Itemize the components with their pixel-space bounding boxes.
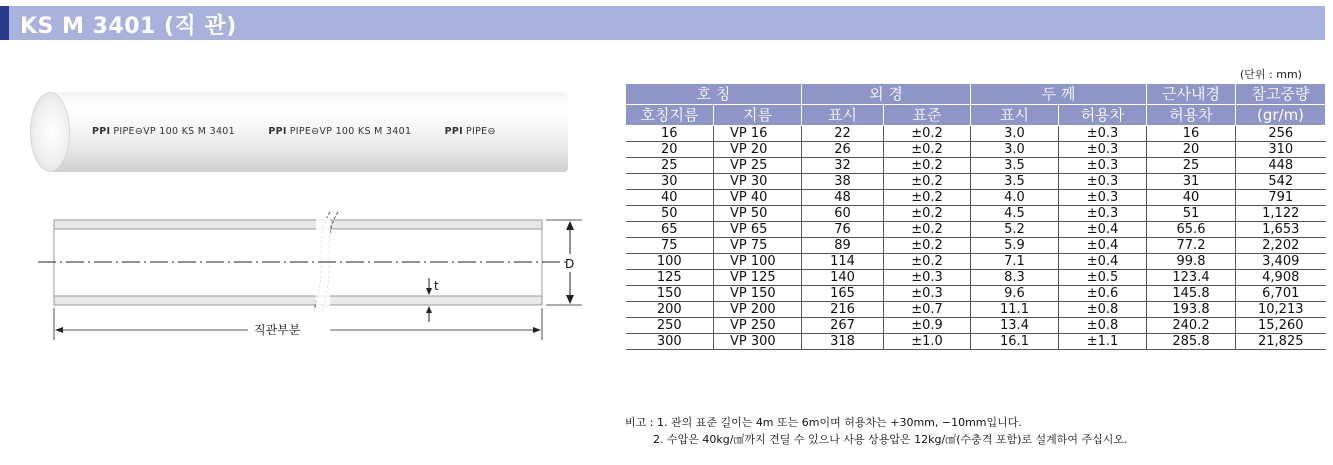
cell-nominal-size: 300: [626, 334, 714, 350]
cell-inner: 25: [1147, 158, 1236, 174]
cell-nominal-size: 20: [626, 142, 714, 158]
cell-weight: 310: [1236, 142, 1326, 158]
header-outer-diameter: 외 경: [802, 84, 971, 105]
table-row: [626, 238, 1326, 254]
cell-inner: 65.6: [1147, 222, 1236, 238]
cell-od-standard: ±0.7: [884, 302, 971, 318]
cell-t-tolerance: ±0.4: [1059, 254, 1147, 270]
table-row: [626, 142, 1326, 158]
cell-t-display: 3.5: [971, 158, 1059, 174]
table-row: [626, 286, 1326, 302]
cell-weight: 448: [1236, 158, 1326, 174]
cell-weight: 21,825: [1236, 334, 1326, 350]
header-approx-inner: 근사내경: [1147, 84, 1236, 105]
pipe-marking-spec: VP 100 KS M 3401: [319, 126, 412, 137]
cell-weight: 256: [1236, 126, 1326, 142]
cell-size: VP 20: [714, 142, 802, 158]
cell-od-display: 32: [802, 158, 884, 174]
cell-t-tolerance: ±0.3: [1059, 158, 1147, 174]
cell-inner: 285.8: [1147, 334, 1236, 350]
cell-t-display: 4.0: [971, 190, 1059, 206]
cell-inner: 20: [1147, 142, 1236, 158]
cell-od-display: 76: [802, 222, 884, 238]
pipe-illustration: [30, 88, 570, 178]
cell-inner: 240.2: [1147, 318, 1236, 334]
header-t-display: 표시: [971, 105, 1059, 126]
cell-size: VP 250: [714, 318, 802, 334]
header-od-display: 표시: [802, 105, 884, 126]
header-ref-weight: 참고중량: [1236, 84, 1326, 105]
table-row: [626, 302, 1326, 318]
pipe-marking-word: PIPE: [289, 126, 312, 137]
cell-t-tolerance: ±0.4: [1059, 238, 1147, 254]
table-row: [626, 334, 1326, 350]
cell-nominal-size: 200: [626, 302, 714, 318]
cell-size: VP 200: [714, 302, 802, 318]
cell-nominal-size: 125: [626, 270, 714, 286]
table-row: [626, 270, 1326, 286]
cell-od-display: 318: [802, 334, 884, 350]
table-row: [626, 222, 1326, 238]
cell-od-display: 140: [802, 270, 884, 286]
note-1: 비고 : 1. 관의 표준 길이는 4m 또는 6m이며 허용차는 +30mm, −10mm입니다.: [625, 416, 1022, 429]
thickness-label: t: [434, 279, 439, 293]
pipe-marking-word: PIPE: [466, 126, 488, 137]
pipe-brand: PPI: [92, 126, 111, 137]
cell-od-display: 267: [802, 318, 884, 334]
pipe-bottom-wall: [54, 296, 542, 305]
cell-od-standard: ±1.0: [884, 334, 971, 350]
cell-nominal-size: 250: [626, 318, 714, 334]
cell-od-standard: ±0.2: [884, 238, 971, 254]
cell-nominal-size: 50: [626, 206, 714, 222]
unit-note: (단위 : mm): [1240, 68, 1302, 81]
cell-od-standard: ±0.2: [884, 126, 971, 142]
cell-od-standard: ±0.9: [884, 318, 971, 334]
cell-t-display: 11.1: [971, 302, 1059, 318]
cell-t-tolerance: ±0.3: [1059, 142, 1147, 158]
pipe-logo-icon: ⊖: [311, 126, 320, 137]
note-2: 2. 수압은 40kg/㎠까지 견딜 수 있으나 사용 상용압은 12kg/㎠(수충격 포함)로 설계하여 주십시오.: [653, 433, 1128, 446]
cell-weight: 1,653: [1236, 222, 1326, 238]
cell-weight: 791: [1236, 190, 1326, 206]
cell-t-tolerance: ±0.8: [1059, 318, 1147, 334]
cell-t-tolerance: ±0.3: [1059, 126, 1147, 142]
cell-t-tolerance: ±0.3: [1059, 190, 1147, 206]
pipe-end: [30, 92, 70, 172]
cell-nominal-size: 65: [626, 222, 714, 238]
cell-t-display: 3.0: [971, 142, 1059, 158]
cell-weight: 3,409: [1236, 254, 1326, 270]
cell-inner: 51: [1147, 206, 1236, 222]
cell-nominal-size: 150: [626, 286, 714, 302]
cell-od-standard: ±0.2: [884, 206, 971, 222]
table-subheader-row: [626, 105, 1326, 126]
title-accent: [0, 6, 9, 40]
cell-t-tolerance: ±0.8: [1059, 302, 1147, 318]
cell-size: VP 30: [714, 174, 802, 190]
pipe-brand: PPI: [444, 126, 463, 137]
cell-nominal-size: 75: [626, 238, 714, 254]
cell-size: VP 75: [714, 238, 802, 254]
cell-t-display: 13.4: [971, 318, 1059, 334]
cell-weight: 2,202: [1236, 238, 1326, 254]
cell-t-display: 7.1: [971, 254, 1059, 270]
pipe-marking-word: PIPE: [113, 126, 135, 137]
cell-od-display: 216: [802, 302, 884, 318]
cell-od-display: 89: [802, 238, 884, 254]
cell-od-display: 114: [802, 254, 884, 270]
cell-inner: 123.4: [1147, 270, 1236, 286]
cell-od-display: 60: [802, 206, 884, 222]
cell-t-tolerance: ±0.3: [1059, 206, 1147, 222]
cell-inner: 145.8: [1147, 286, 1236, 302]
cell-size: VP 125: [714, 270, 802, 286]
cell-size: VP 16: [714, 126, 802, 142]
cell-size: VP 25: [714, 158, 802, 174]
table-row: [626, 174, 1326, 190]
pipe-marking: [92, 126, 526, 137]
header-nominal-size: 호칭지름: [626, 105, 714, 126]
cell-inner: 40: [1147, 190, 1236, 206]
cell-od-standard: ±0.2: [884, 174, 971, 190]
pipe-brand: PPI: [268, 126, 287, 137]
notes: [625, 414, 1128, 448]
cell-od-display: 38: [802, 174, 884, 190]
pipe-top-wall: [54, 220, 542, 229]
cell-size: VP 100: [714, 254, 802, 270]
cell-inner: 193.8: [1147, 302, 1236, 318]
header-nominal: 호 칭: [626, 84, 802, 105]
table-row: [626, 126, 1326, 142]
cell-nominal-size: 100: [626, 254, 714, 270]
table-row: [626, 254, 1326, 270]
cell-t-display: 9.6: [971, 286, 1059, 302]
cell-od-standard: ±0.2: [884, 158, 971, 174]
cell-weight: 15,260: [1236, 318, 1326, 334]
cell-t-display: 5.9: [971, 238, 1059, 254]
pipe-section-diagram: [30, 200, 590, 350]
cell-weight: 4,908: [1236, 270, 1326, 286]
header-inner-tolerance: 허용차: [1147, 105, 1236, 126]
cell-od-display: 165: [802, 286, 884, 302]
table-row: [626, 206, 1326, 222]
diameter-label: D: [565, 257, 575, 271]
cell-t-display: 3.0: [971, 126, 1059, 142]
cell-size: VP 300: [714, 334, 802, 350]
table-row: [626, 318, 1326, 334]
header-od-standard: 표준: [884, 105, 971, 126]
cell-inner: 31: [1147, 174, 1236, 190]
cell-size: VP 65: [714, 222, 802, 238]
length-label: 직관부분: [254, 323, 301, 337]
header-thickness: 두 께: [971, 84, 1147, 105]
header-weight-unit: (gr/m): [1236, 105, 1326, 126]
table-row: [626, 190, 1326, 206]
cell-t-tolerance: ±0.4: [1059, 222, 1147, 238]
cell-od-display: 22: [802, 126, 884, 142]
header-t-tolerance: 허용차: [1059, 105, 1147, 126]
pipe-logo-icon: ⊖: [134, 126, 144, 137]
cell-od-standard: ±0.2: [884, 254, 971, 270]
cell-nominal-size: 30: [626, 174, 714, 190]
cell-weight: 542: [1236, 174, 1326, 190]
cell-size: VP 50: [714, 206, 802, 222]
spec-table: [625, 83, 1326, 350]
cell-inner: 99.8: [1147, 254, 1236, 270]
cell-t-display: 3.5: [971, 174, 1059, 190]
cell-t-display: 4.5: [971, 206, 1059, 222]
cell-inner: 16: [1147, 126, 1236, 142]
cell-weight: 10,213: [1236, 302, 1326, 318]
cell-od-display: 26: [802, 142, 884, 158]
cell-od-display: 48: [802, 190, 884, 206]
page-title: KS M 3401 (직 관): [20, 14, 237, 39]
cell-od-standard: ±0.2: [884, 142, 971, 158]
spec-table-body: [626, 126, 1326, 350]
cell-od-standard: ±0.2: [884, 222, 971, 238]
cell-weight: 6,701: [1236, 286, 1326, 302]
cell-nominal-size: 40: [626, 190, 714, 206]
cell-t-tolerance: ±0.5: [1059, 270, 1147, 286]
pipe-logo-icon: ⊖: [487, 126, 496, 137]
cell-nominal-size: 25: [626, 158, 714, 174]
cell-size: VP 150: [714, 286, 802, 302]
cell-t-tolerance: ±0.6: [1059, 286, 1147, 302]
table-row: [626, 158, 1326, 174]
cell-size: VP 40: [714, 190, 802, 206]
cell-t-tolerance: ±0.3: [1059, 174, 1147, 190]
cell-t-display: 5.2: [971, 222, 1059, 238]
cell-nominal-size: 16: [626, 126, 714, 142]
cell-t-display: 16.1: [971, 334, 1059, 350]
header-size: 지름: [714, 105, 802, 126]
table-header-row: [626, 84, 1326, 105]
cell-od-standard: ±0.3: [884, 270, 971, 286]
cell-t-display: 8.3: [971, 270, 1059, 286]
cell-inner: 77.2: [1147, 238, 1236, 254]
cell-od-standard: ±0.2: [884, 190, 971, 206]
pipe-marking-spec: VP 100 KS M 3401: [143, 126, 235, 137]
cell-od-standard: ±0.3: [884, 286, 971, 302]
cell-weight: 1,122: [1236, 206, 1326, 222]
cell-t-tolerance: ±1.1: [1059, 334, 1147, 350]
